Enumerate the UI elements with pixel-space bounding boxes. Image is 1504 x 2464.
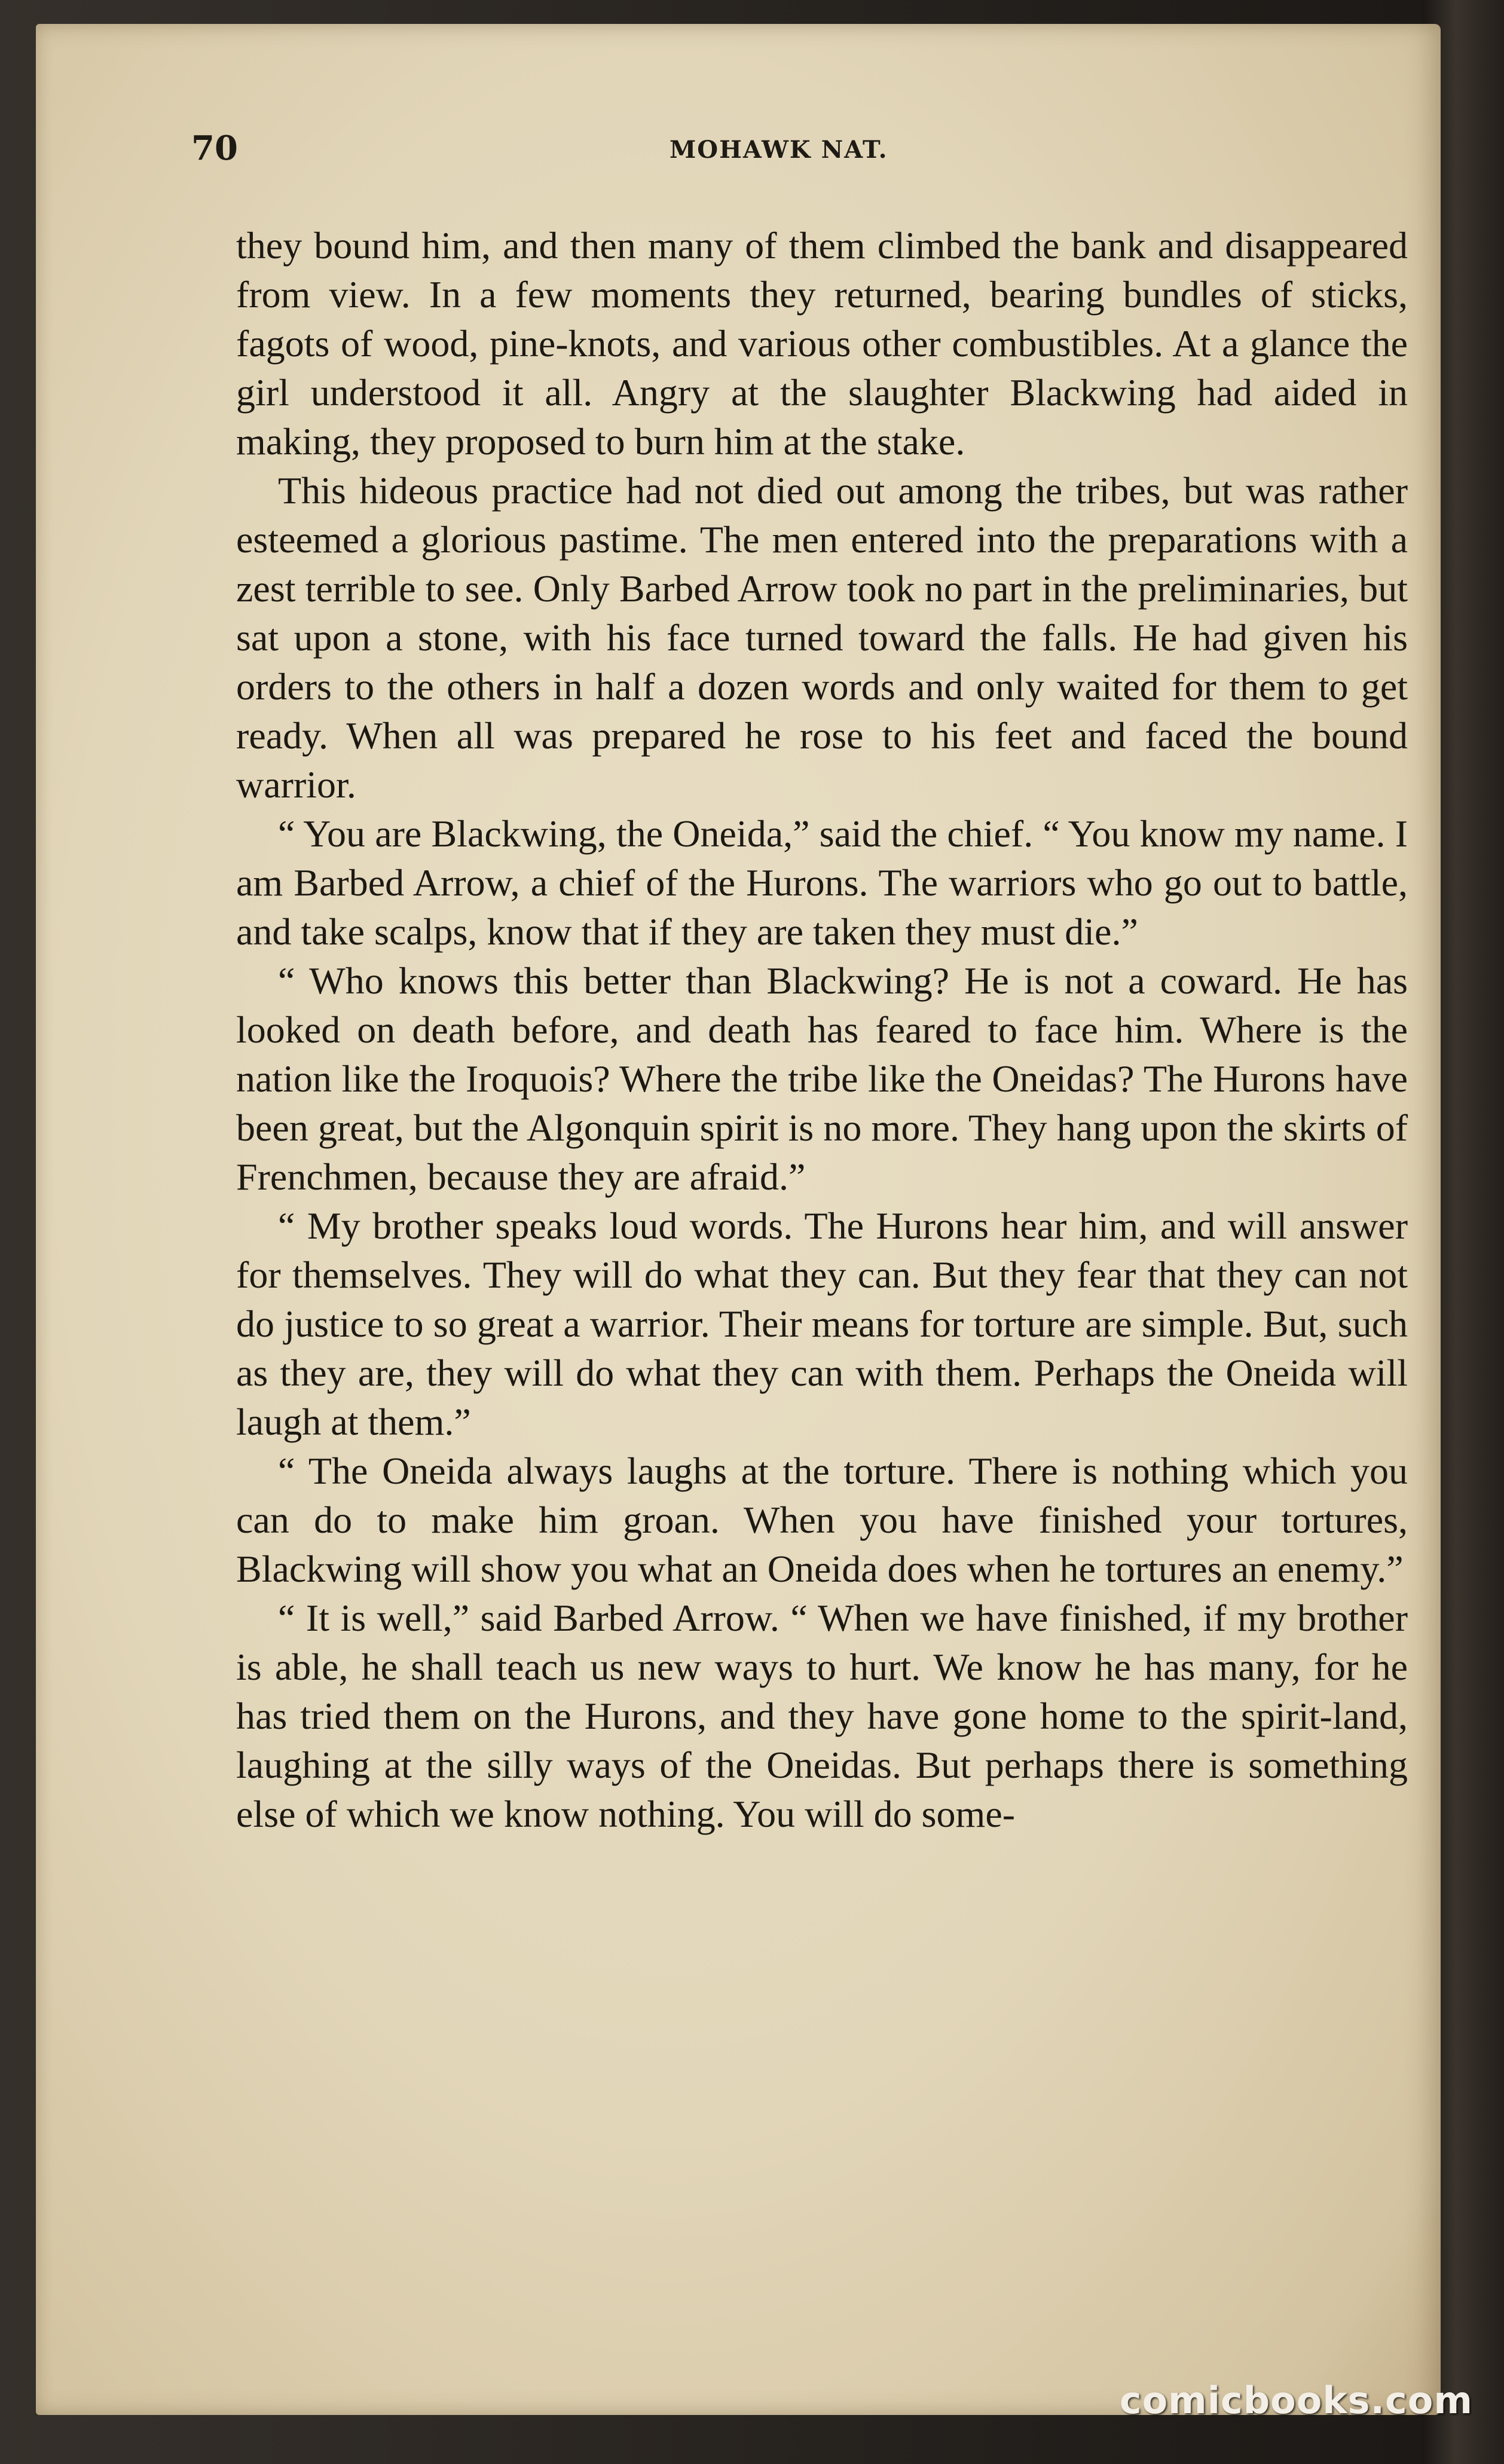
paragraph-6: “ The Oneida always laughs at the torture. There is nothing which you can do to make him groan. When you have finished your tortures, Blackwing will show you what an Oneida does when he tortures an enemy.” (236, 1450, 1408, 1590)
paragraph-1: they bound him, and then many of them climbed the bank and disappeared from view. In a few moments they returned, bearing bundles of sticks, fagots of wood, pine-knots, and various other combustibles. At a glance the girl understood it all. Angry at the slaughter Blackwing had aided in making, they proposed to burn him at the stake. (236, 224, 1408, 463)
paragraph-3: “ You are Blackwing, the Oneida,” said the chief. “ You know my name. I am Barbed Arrow, a chief of the Hurons. The warriors who go out to battle, and take scalps, know that if they are taken they must die.” (236, 812, 1408, 953)
running-title: MOHAWK NAT. (670, 136, 888, 164)
paragraph-2: This hideous practice had not died out among the tribes, but was rather esteemed a glorious pastime. The men entered into the preparations with a zest terrible to see. Only Barbed Arrow took no part in the preliminaries, but sat upon a stone, with his face turned toward the falls. He had given his orders to the others in half a dozen words and only waited for them to get ready. When all was prepared he rose to his feet and faced the bound warrior. (236, 469, 1408, 806)
page-number: 70 (191, 129, 238, 168)
paragraph-7: “ It is well,” said Barbed Arrow. “ When we have finished, if my brother is able, he shall teach us new ways to hurt. We know he has many, for he has tried them on the Hurons, and they have gone home to the spirit-land, laughing at the silly ways of the Oneidas. But perhaps there is something else of which we know nothing. You will do some- (236, 1597, 1408, 1835)
site-watermark: comicbooks.com (1119, 2379, 1473, 2422)
body-text (236, 221, 1408, 1839)
paragraph-5: “ My brother speaks loud words. The Hurons hear him, and will answer for themselves. They will do what they can. But they fear that they can not do justice to so great a warrior. Their means for torture are simple. But, such as they are, they will do what they can with them. Perhaps the Oneida will laugh at them.” (236, 1205, 1408, 1443)
running-header (191, 129, 1375, 176)
paragraph-4: “ Who knows this better than Blackwing? He is not a coward. He has looked on death before, and death has feared to face him. Where is the nation like the Iroquois? Where the tribe like the Oneidas? The Hurons have been great, but the Algonquin spirit is no more. They hang upon the skirts of Frenchmen, because they are afraid.” (236, 959, 1408, 1198)
